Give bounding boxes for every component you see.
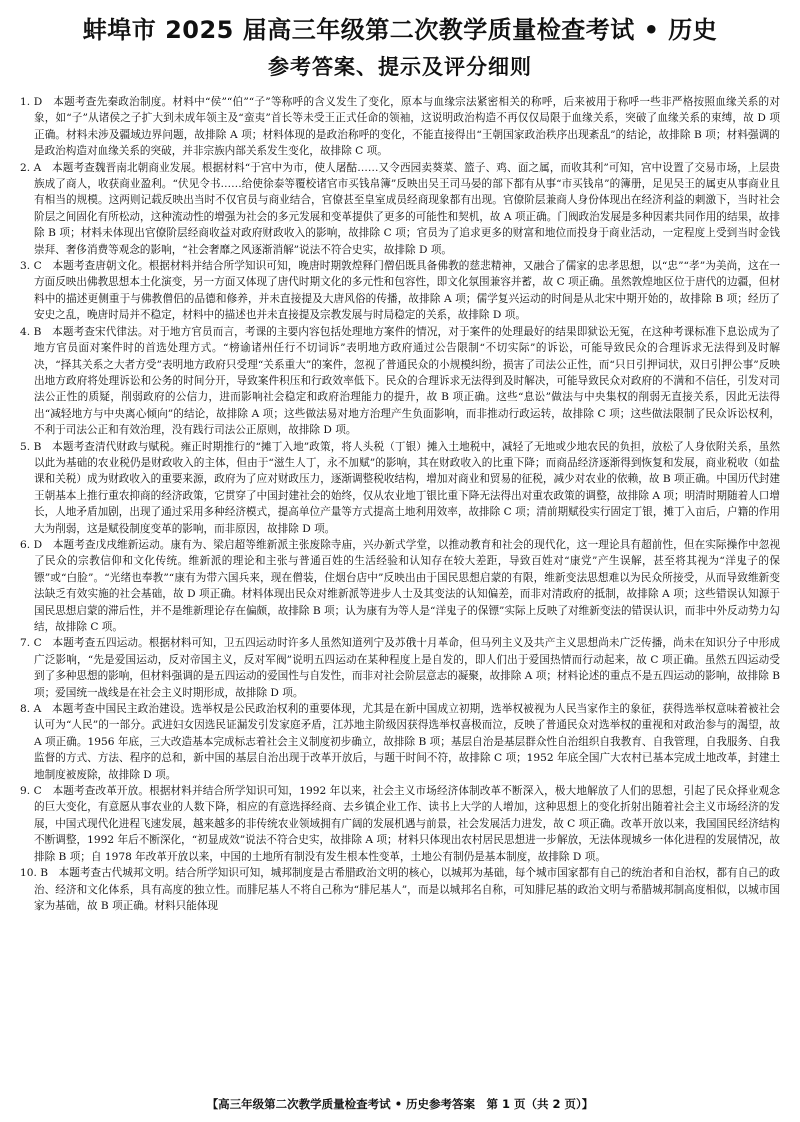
page-footer: 【高三年级第二次教学质量检查考试 • 历史参考答案 第 1 页（共 2 页）】 <box>206 1097 594 1111</box>
page-title: 蚌埠市 2025 届高三年级第二次教学质量检查考试 • 历史 <box>82 16 718 44</box>
answer-list <box>20 94 780 914</box>
answer-item-9: 9. C 本题考查改革开放。根据材料并结合所学知识可知，1992 年以来，社会主义市场经济体制改革不断深入，极大地解放了人们的思想，引起了民众择业观念的巨大变化，有意愿从事农业的人数下降，相应的有意选择经商、去乡镇企业工作、读书上大学的人增加，这种思想上的变化折射出随着社会主义市场经济的发展，中国式现代化进程飞速发展，越来越多的非传统农业领域拥有广阔的发展机遇与前景，社会发展活力进发，故 C 项正确。改革开放以来，我国国民经济结构不断调整，1992 年后不断深化，“初显成效”说法不符合史实，故排除 A 项；材料只体现出农村居民思想进一步解放，无法体现城乡一体化进程的发展情况，故排除 B 项；自 1978 年改革开放以来，中国的土地所有制没有发生根本性变革，土地公有制仍是基本制度，故排除 D 项。 <box>20 785 780 863</box>
answer-item-5: 5. B 本题考查清代财政与赋税。雍正时期推行的“摊丁入地”政策，将人头税（丁银）摊入土地税中，减轻了无地或少地农民的负担，放松了人身依附关系，虽然以此为基础的农业税仍是财政收入的主体，但由于“滋生人丁，永不加赋”的影响，其在财政收入的比重下降；而商品经济逐渐得到恢复和发展，商业税收（如盐课和关税）成为财政收入的重要来源，政府为了应对财政压力，逐渐调整税收结构，增加对商业和贸易的征税，减少对农业的依赖，故 B 项正确。中国历代封建王朝基本上推行重农抑商的经济政策，它贯穿了中国封建社会的始终，仅从农业地丁银比重下降无法得出对重农政策的调整，故排除 A 项；明清时期随着人口增长，人地矛盾加剧，出现了通过采用多种经济模式，提高单位产量等方式提高土地利用效率，故排除 C 项；清前期赋役实行固定丁银，摊丁入亩后，户籍的作用大为削弱，这是赋役制度变革的影响，而非原因，故排除 D 项。 <box>20 440 780 535</box>
answer-item-7: 7. C 本题考查五四运动。根据材料可知，卫五四运动时许多人虽然知道列宁及苏俄十月革命，但马列主义及共产主义思想尚未广泛传播，尚未在知识分子中形成广泛影响，“先是爱国运动，反对帝国主义，反对军阀”说明五四运动在某种程度上是自发的，即人们出于爱国热情而行动起来，故 C 项正确。虽然五四运动受到了多种思想的影响，但材料强调的是五四运动的爱国性与自发性，而非对社会阶层意志的凝聚，故排除 A 项；材料论述的重点不是五四运动的影响，故排除 B 项；爱国统一战线是在社会主义时期形成，故排除 D 项。 <box>20 637 780 699</box>
answer-item-3: 3. C 本题考查唐朝文化。根据材料并结合所学知识可知，晚唐时期敦煌释门僧侣既具备佛教的慈悲精神，又融合了儒家的忠孝思想，以“忠”“孝”为美尚，这在一方面反映出佛教思想本土化演变，另一方面又体现了唐代时期文化的多元性和包容性，即文化氛围兼容并蓄，故 C 项正确。虽然敦煌地区位于唐代的边疆，但材料中的描述更侧重于与佛教僧侣的品德和修养，并未直接提及大唐风俗的传播，故排除 A 项；儒学复兴运动的时间是从北宋中期开始的，故排除 B 项；经历了安史之乱，晚唐时局并不稳定，材料中的描述也并未直接提及宗教发展与时局稳定的关系，故排除 D 项。 <box>20 260 780 322</box>
answer-item-1: 1. D 本题考查先秦政治制度。材料中“侯”“伯”“子”等称呼的含义发生了变化，原本与血缘宗法紧密相关的称呼，后来被用于称呼一些非严格按照血缘关系的对象，如“子”从诸侯之子扩大到未成年领主及“蛮夷”首长等未受王正式任命的领袖，这说明政治构造不再仅仅局限于血缘关系，突破了血缘关系的束缚，故 D 项正确。材料未涉及疆域边界问题，故排除 A 项；材料体现的是政治称呼的变化，不能直接得出“王朝国家政治秩序出现紊乱”的结论，故排除 B 项；材料强调的是政治构造对血缘关系的突破，并非宗族内部关系发生变化，故排除 C 项。 <box>20 96 780 158</box>
answer-item-10: 10. B 本题考查古代城邦文明。结合所学知识可知，城邦制度是古希腊政治文明的核心，以城邦为基础，每个城市国家都有自己的统治者和自治权，都有自己的政治、经济和文化体系，具有高度的独立性。而腓尼基人不将自己称为“腓尼基人”，而是以城邦名自称，可知腓尼基的政治文明与希腊城邦制高度相似，以城市国家为基础，故 B 项正确。材料只能体现 <box>20 867 780 912</box>
answer-item-2: 2. A 本题考查魏晋南北朝商业发展。根据材料“于宫中为市，使人屠酤……又令西园卖葵菜、篮子、鸡、面之属，而收其利”可知，宫中设置了交易市场，上层贵族成了商人，收获商业盈利。“伏见令书……给使徐泰等覆校诸官市买钱帛簿”反映出吴王司马晏的部下都有从事“市买钱帛”的簿册，足见吴王的属吏从事商业且有相当的规模。这两则记载反映出当时不仅官员与商业结合，官僚甚至皇室成员经商现象都有出现。官僚阶层兼商人身份体现出在经济利益的刺激下，当时社会阶层之间固化有所松动，这种流动性的增强为社会的多元发展和变革提供了更多的可能性和契机，故 A 项正确。门阀政治发展是多种因素共同作用的结果，故排除 B 项；材料未体现出官僚阶层经商收益对政府财政收入的影响，故排除 C 项；官员为了追求更多的财富和地位而投身于商业活动，一定程度上受到当时金钱崇拜、奢侈消费等观念的影响，“社会奢靡之风逐渐消解”说法不符合史实，故排除 D 项。 <box>20 161 780 256</box>
answer-item-4: 4. B 本题考查宋代律法。对于地方官员而言，考课的主要内容包括处理地方案件的情况，对于案件的处理最好的结果即狱讼无冤，在这种考课标准下息讼成为了地方官员面对案件时的首选处理方式。“榜谕诸州任行不切词诉”表明地方政府通过公告限制“不切实际”的诉讼，可能导致民众的合理诉求无法得到及时解决，“择其关系之大者方受”表明地方政府只受理“关系重大”的案件，忽视了普通民众的小规模纠纷，损害了司法公正性，而“只日引押词状，双日引押公事”反映出地方政府将处理诉讼和公务的时间分开，导致案件积压和行政效率低下。民众的合理诉求无法得到及时解决，可能导致民众对政府的不满和不信任，引发对司法公正性的质疑，削弱政府的公信力，进而影响社会稳定和政府治理能力的提升，故 B 项正确。这些“息讼”做法与中央集权的削弱无直接关系，因此无法得出“减轻地方与中央离心倾向”的结论，故排除 A 项；这些做法易对地方治理产生负面影响，而非推动行政运转，故排除 C 项；这些做法限制了民众诉讼权利，不利于司法公正和有效治理，没有践行司法公正原则，故排除 D 项。 <box>20 325 780 437</box>
page-subtitle: 参考答案、提示及评分细则 <box>268 55 532 79</box>
answer-item-8: 8. A 本题考查中国民主政治建设。选举权是公民政治权利的重要体现，尤其是在新中国成立初期，选举权被视为人民当家作主的象征，获得选举权意味着被社会认可为“人民”的一部分。武进妇女因选民证漏发引发家庭矛盾，江苏地主阶级因获得选举权喜极而泣，反映了普通民众对选举权的重视和对政治参与的渴望，故 A 项正确。1956 年底，三大改造基本完成标志着社会主义制度初步确立，故排除 B 项；基层自治是基层群众性自治组织自我教育、自我管理，自我服务、自我监督的方式、方法、程序的总和，新中国的基层自治出现于改革开放后，与题干时间不符，故排除 C 项；1952 年底全国广大农村已基本完成土地改革，封建土地制度被废除，故排除 D 项。 <box>20 703 780 781</box>
answer-item-6: 6. D 本题考查戊戌维新运动。康有为、梁启超等维新派主张废除寺庙，兴办新式学堂，以推动教育和社会的现代化，这一理论具有超前性，但在实际操作中忽视了民众的宗教信仰和文化传统。维新派的理论和主张与普通百姓的生活经验和认知存在较大差距，导致百姓对“康党”产生误解，甚至将其视为“洋鬼子的保镖”或“白脸”。“光绪也奉教”“康有为带六国兵来，现在僧装，住烟台店中”反映出由于国民思想启蒙的有限，维新变法思想难以为民众所接受，从而导致维新变法缺乏有效实施的社会基础，故 D 项正确。材料体现出民众对维新派等进步人士及其变法的认知偏差，而非对清政府的抵制，故排除 A 项；这些错误认知源于国民思想启蒙的滞后性，并不是维新理论存在偏颇，故排除 B 项；认为康有为等人是“洋鬼子的保镖”实际上反映了对维新变法的错误认识，而非中外反动势力勾结，故排除 C 项。 <box>20 538 780 633</box>
